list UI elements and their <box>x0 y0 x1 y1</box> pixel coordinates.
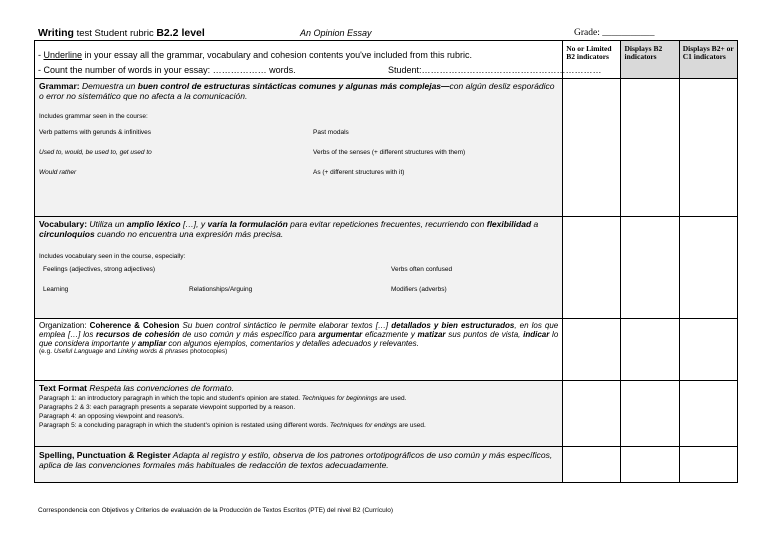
footer-note: Correspondencia con Objetivos y Criterios de evaluación de la Producción de Textos Escritos (PTE) del nivel B2 (Currículo) <box>38 507 394 514</box>
vocab-score-b2[interactable] <box>621 217 679 319</box>
title-level: B2.2 level <box>156 27 205 39</box>
grammar-desc-a: Demuestra un <box>79 81 138 91</box>
instruction-underline <box>38 50 559 60</box>
format-text: are used. <box>396 422 426 429</box>
format-heading: Text Format <box>39 383 88 393</box>
organization-section <box>35 319 563 381</box>
grammar-item: Past modals <box>313 129 349 136</box>
grammar-item: Verb patterns with gerunds & infinitives <box>39 129 152 136</box>
org-note-part: and <box>102 348 118 355</box>
format-p1 <box>39 395 558 403</box>
instr-prefix: - <box>38 50 44 60</box>
text-format-section <box>35 381 563 447</box>
vocab-row-1 <box>39 266 558 280</box>
title-writing: Writing <box>38 27 74 39</box>
org-desc: ampliar <box>137 339 167 348</box>
org-note-part: Linking words & phrases <box>117 348 189 355</box>
col-header-b2: Displays B2 indicators <box>621 41 679 79</box>
org-heading: Coherence & Cohesion <box>89 321 180 330</box>
grammar-item: Verbs of the senses (+ different structures with them) <box>313 149 466 156</box>
format-score-b2[interactable] <box>621 381 679 447</box>
grammar-score-b2[interactable] <box>621 79 679 217</box>
grammar-item: As (+ different structures with it) <box>313 169 405 176</box>
vocab-desc: amplio léxico <box>126 219 181 229</box>
rubric-title <box>38 27 205 39</box>
vocab-desc: cuando no encuentra una expresión más precisa. <box>94 229 284 239</box>
grammar-section <box>35 79 563 217</box>
col-header-limited: No or Limited B2 indicators <box>563 41 621 79</box>
instruction-count <box>38 65 602 75</box>
org-desc: recursos de cohesión <box>96 330 180 339</box>
org-score-b2[interactable] <box>621 319 679 381</box>
grammar-score-c1[interactable] <box>679 79 737 217</box>
org-note-part: (e.g. <box>39 348 54 355</box>
org-desc: eficazmente y <box>362 330 418 339</box>
org-desc: detallados y bien estructurados <box>391 321 515 330</box>
format-text: Paragraph 1: an introductory paragraph in which the topic and student's opinion are stated. <box>39 395 302 402</box>
page-header <box>38 27 738 40</box>
org-score-c1[interactable] <box>679 319 737 381</box>
instr-underline-word: Underline <box>43 50 83 60</box>
grade-field: Grade: ___________ <box>574 28 655 38</box>
spelling-score-b2[interactable] <box>621 447 679 483</box>
grammar-row-1 <box>39 129 558 143</box>
vocab-desc: flexibilidad <box>486 219 532 229</box>
vocab-item: Verbs often confused <box>391 266 453 273</box>
org-desc: con algunos ejemplos, comentarios y detalles adecuados y relevantes. <box>166 339 419 348</box>
spelling-heading: Spelling, Punctuation & Register <box>39 450 171 460</box>
spelling-score-limited[interactable] <box>563 447 621 483</box>
format-text: Techniques for beginnings <box>301 395 378 402</box>
grammar-item: Would rather <box>39 169 77 176</box>
vocab-includes: Includes vocabulary seen in the course, especially: <box>39 253 186 260</box>
format-p3: Paragraph 4: an opposing viewpoint and reason/s. <box>39 413 184 420</box>
format-score-c1[interactable] <box>679 381 737 447</box>
format-text: Techniques for endings <box>329 422 397 429</box>
title-mid: test Student rubric <box>73 28 157 39</box>
format-desc: Respeta las convenciones de formato. <box>87 383 234 393</box>
essay-type: An Opinion Essay <box>300 28 372 38</box>
grammar-row-2 <box>39 149 558 163</box>
org-note-part: Useful Language <box>53 348 103 355</box>
grammar-row-3 <box>39 169 558 183</box>
grammar-includes: Includes grammar seen in the course: <box>39 113 148 120</box>
vocab-desc: varía la formulación <box>207 219 288 229</box>
vocab-score-limited[interactable] <box>563 217 621 319</box>
spelling-score-c1[interactable] <box>679 447 737 483</box>
org-desc: indicar <box>523 330 550 339</box>
format-p2: Paragraphs 2 & 3: each paragraph presents a separate viewpoint supported by a reason. <box>39 404 296 411</box>
org-score-limited[interactable] <box>563 319 621 381</box>
vocab-row-2 <box>39 286 558 300</box>
vocab-item: Feelings (adjectives, strong adjectives) <box>43 266 155 273</box>
org-note <box>39 348 558 356</box>
vocab-heading: Vocabulary: <box>39 219 88 229</box>
vocabulary-section <box>35 217 563 319</box>
org-note-part: photocopies) <box>188 348 228 355</box>
format-score-limited[interactable] <box>563 381 621 447</box>
vocab-desc: […], y <box>180 219 208 229</box>
vocab-desc: a <box>531 219 539 229</box>
format-p4 <box>39 422 558 430</box>
rubric-table <box>34 40 738 483</box>
word-count-line: - Count the number of words in your essay: ……………… words. <box>38 65 296 75</box>
grammar-desc-c: con algún desliz esporádico o error no sistemático que no afecta a la comunicación. <box>39 81 555 101</box>
vocab-item: Modifiers (adverbs) <box>391 286 447 293</box>
org-desc: Su buen control sintáctico le permite elaborar textos […] <box>179 321 392 330</box>
vocab-desc: Utiliza un <box>87 219 127 229</box>
vocab-item: Learning <box>43 286 69 293</box>
org-desc: de uso común y más específico para <box>179 330 319 339</box>
student-field: Student:…………………………………………………… <box>388 65 602 75</box>
org-desc: , en los que emplea […] los <box>39 321 559 339</box>
grammar-heading: Grammar: <box>39 81 80 91</box>
spelling-desc: Adapta al registro y estilo, observa de los patrones ortotipográficos de uso común y más específicos, aplica de las convenciones formales más habituales de redacción de textos adecuadamente. <box>39 450 553 470</box>
grammar-desc-b: buen control de estructuras sintácticas comunes y algunas más complejas— <box>137 81 450 91</box>
vocab-desc: para evitar repeticiones frecuentes, recurriendo con <box>287 219 487 229</box>
grammar-item: Used to, would, be used to, get used to <box>39 149 152 156</box>
vocab-score-c1[interactable] <box>679 217 737 319</box>
vocab-desc: circunloquios <box>39 229 95 239</box>
col-header-c1: Displays B2+ or C1 indicators <box>679 41 737 79</box>
org-desc: argumentar <box>318 330 363 339</box>
spelling-section <box>35 447 563 483</box>
org-desc: matizar <box>417 330 446 339</box>
org-desc: sus puntos de vista, <box>445 330 524 339</box>
org-desc: lo que considera importante y <box>39 330 559 348</box>
format-text: are used. <box>377 395 407 402</box>
format-text: Paragraph 5: a concluding paragraph in which the student's opinion is restated using different words. <box>39 422 330 429</box>
org-label: Organization: <box>39 321 90 330</box>
vocab-item: Relationships/Arguing <box>189 286 253 293</box>
grammar-score-limited[interactable] <box>563 79 621 217</box>
instr-rest: in your essay all the grammar, vocabulary and cohesion contents you've included from this rubric. <box>82 50 472 60</box>
